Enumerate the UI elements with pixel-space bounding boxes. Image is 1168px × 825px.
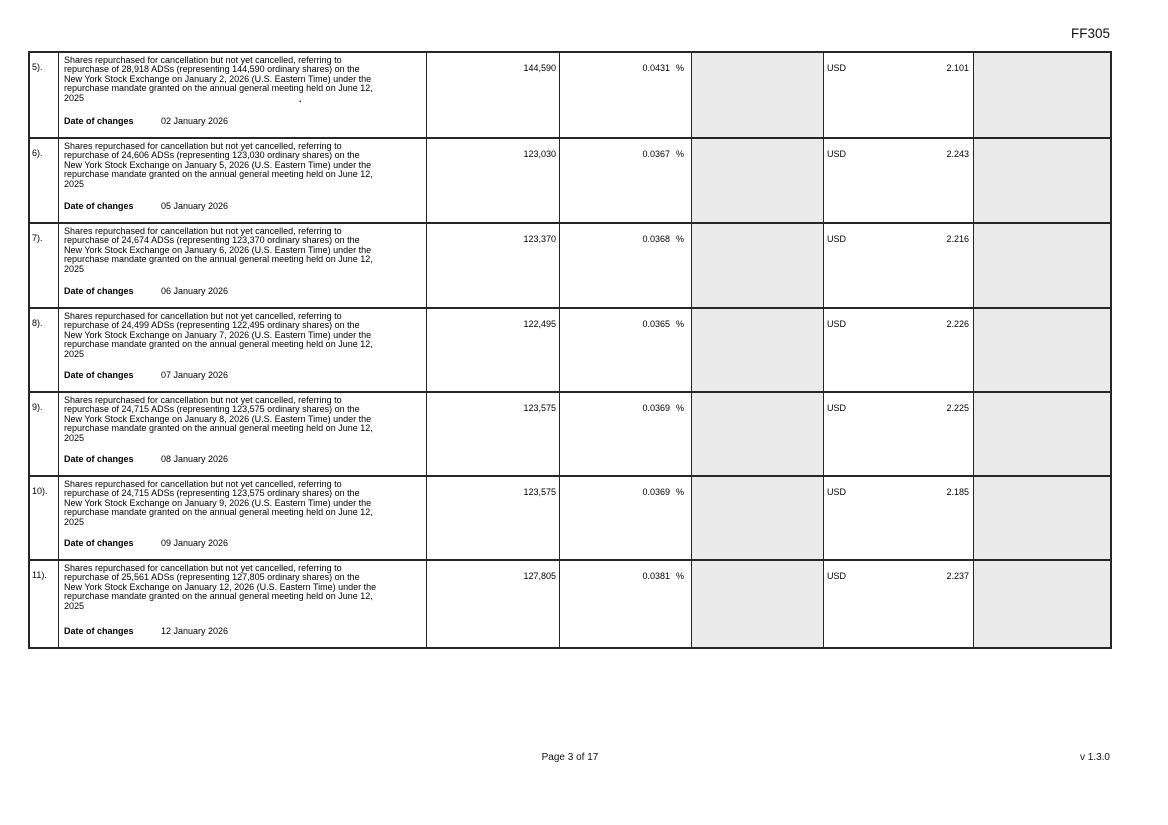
percentage-value: 0.0431 [642,63,670,73]
description-line: repurchase of 28,918 ADSs (representing 144,590 ordinary shares) on the [64,64,360,75]
row-description-cell [59,53,427,137]
shaded-empty-cell [974,224,1110,307]
description-line: New York Stock Exchange on January 12, 2026 (U.S. Eastern Time) under the [64,581,377,592]
price-cell [824,139,974,222]
shaded-empty-cell [692,393,824,475]
row-description-cell [59,224,427,307]
percent-sign: % [675,234,684,244]
row-number: 11). [30,561,59,647]
shaded-empty-cell [974,309,1110,391]
description-line: Shares repurchased for cancellation but not yet cancelled, referring to [64,395,342,405]
description-line: Shares repurchased for cancellation but not yet cancelled, referring to [64,311,342,321]
ordinary-shares-cell: 127,805 [427,561,560,647]
row-number: 7). [30,224,59,307]
shaded-empty-cell [692,224,824,307]
currency-label: USD [827,403,847,413]
description-line: 2025 [64,516,85,527]
row-number: 9). [30,393,59,475]
price-value: 2.185 [946,487,969,497]
description-line: repurchase mandate granted on the annual general meeting held on June 12, [64,339,373,350]
ordinary-shares-cell: 122,495 [427,309,560,391]
table-row [30,393,1110,477]
description-line: 2025 [64,600,85,611]
percent-sign: % [675,571,684,581]
row-description-cell [59,139,427,222]
ordinary-shares-cell: 144,590 [427,53,560,137]
description-line: 2025 [64,348,85,359]
date-of-changes-value: 05 January 2026 [161,200,229,211]
row-description-cell [59,477,427,559]
table-row [30,53,1110,139]
date-of-changes-value: 08 January 2026 [161,453,229,464]
percentage-cell [560,477,692,559]
row-description-cell [59,561,427,647]
percent-sign: % [675,403,684,413]
percentage-value: 0.0368 [642,234,670,244]
ordinary-shares-cell: 123,575 [427,477,560,559]
stray-mark: . [299,94,302,104]
row-number: 8). [30,309,59,391]
description-line: repurchase of 24,715 ADSs (representing 123,575 ordinary shares) on the [64,404,360,415]
description-line: Shares repurchased for cancellation but not yet cancelled, referring to [64,141,342,151]
date-of-changes-label: Date of changes [64,625,134,636]
date-of-changes-value: 12 January 2026 [161,625,229,636]
table-row [30,477,1110,561]
percentage-value: 0.0381 [642,571,670,581]
description-line: 2025 [64,178,85,189]
date-of-changes-value: 06 January 2026 [161,285,229,296]
percentage-cell [560,224,692,307]
price-value: 2.101 [946,63,969,73]
description-line: New York Stock Exchange on January 2, 2026 (U.S. Eastern Time) under the [64,73,372,84]
page-number: Page 3 of 17 [541,752,599,763]
percentage-cell [560,561,692,647]
currency-label: USD [827,63,847,73]
date-of-changes-label: Date of changes [64,200,134,211]
table-row [30,224,1110,309]
date-of-changes-label: Date of changes [64,369,134,380]
percent-sign: % [675,149,684,159]
currency-label: USD [827,319,847,329]
description-line: repurchase of 24,606 ADSs (representing 123,030 ordinary shares) on the [64,150,360,161]
percent-sign: % [675,319,684,329]
repurchase-table [28,51,1112,649]
description-line: repurchase mandate granted on the annual general meeting held on June 12, [64,591,373,602]
description-line: New York Stock Exchange on January 8, 2026 (U.S. Eastern Time) under the [64,413,372,424]
percentage-cell [560,393,692,475]
percentage-value: 0.0367 [642,149,670,159]
description-line: 2025 [64,432,85,443]
description-line: 2025 [64,92,85,103]
price-value: 2.243 [946,149,969,159]
description-line: New York Stock Exchange on January 5, 2026 (U.S. Eastern Time) under the [64,159,372,170]
shaded-empty-cell [692,561,824,647]
percentage-cell [560,53,692,137]
description-line: repurchase mandate granted on the annual general meeting held on June 12, [64,423,373,434]
price-cell [824,53,974,137]
description-line: repurchase of 24,674 ADSs (representing 123,370 ordinary shares) on the [64,235,360,246]
description-line: New York Stock Exchange on January 9, 2026 (U.S. Eastern Time) under the [64,497,372,508]
description-line: Shares repurchased for cancellation but not yet cancelled, referring to [64,226,342,236]
price-cell [824,477,974,559]
version-label: v 1.3.0 [1079,752,1110,763]
shaded-empty-cell [974,53,1110,137]
table-row [30,561,1110,647]
price-value: 2.216 [946,234,969,244]
date-of-changes-value: 02 January 2026 [161,115,229,126]
description-line: repurchase mandate granted on the annual general meeting held on June 12, [64,507,373,518]
description-line: repurchase mandate granted on the annual general meeting held on June 12, [64,83,373,94]
description-line: New York Stock Exchange on January 7, 2026 (U.S. Eastern Time) under the [64,329,372,340]
date-of-changes-label: Date of changes [64,537,134,548]
price-value: 2.226 [946,319,969,329]
table-row [30,139,1110,224]
ordinary-shares-cell: 123,030 [427,139,560,222]
price-cell [824,224,974,307]
shaded-empty-cell [974,139,1110,222]
date-of-changes-label: Date of changes [64,285,134,296]
shaded-empty-cell [974,561,1110,647]
row-description-cell [59,393,427,475]
shaded-empty-cell [692,53,824,137]
description-line: repurchase of 25,561 ADSs (representing 127,805 ordinary shares) on the [64,572,360,583]
price-value: 2.225 [946,403,969,413]
description-line: 2025 [64,263,85,274]
price-value: 2.237 [946,571,969,581]
date-of-changes-label: Date of changes [64,115,134,126]
percent-sign: % [675,487,684,497]
form-code-label: FF305 [1070,26,1110,41]
shaded-empty-cell [974,477,1110,559]
description-line: repurchase mandate granted on the annual general meeting held on June 12, [64,254,373,265]
date-of-changes-value: 07 January 2026 [161,369,229,380]
description-line: repurchase of 24,715 ADSs (representing 123,575 ordinary shares) on the [64,488,360,499]
percentage-value: 0.0365 [642,319,670,329]
row-number: 10). [30,477,59,559]
description-line: Shares repurchased for cancellation but not yet cancelled, referring to [64,479,342,489]
shaded-empty-cell [692,477,824,559]
price-cell [824,393,974,475]
description-line: Shares repurchased for cancellation but not yet cancelled, referring to [64,563,342,573]
description-line: New York Stock Exchange on January 6, 2026 (U.S. Eastern Time) under the [64,244,372,255]
description-line: repurchase of 24,499 ADSs (representing 122,495 ordinary shares) on the [64,320,360,331]
currency-label: USD [827,234,847,244]
currency-label: USD [827,149,847,159]
date-of-changes-value: 09 January 2026 [161,537,229,548]
row-number: 6). [30,139,59,222]
description-line: Shares repurchased for cancellation but not yet cancelled, referring to [64,55,342,65]
currency-label: USD [827,571,847,581]
percentage-value: 0.0369 [642,403,670,413]
percent-sign: % [675,63,684,73]
price-cell [824,561,974,647]
row-number: 5). [30,53,59,137]
percentage-value: 0.0369 [642,487,670,497]
description-line: repurchase mandate granted on the annual general meeting held on June 12, [64,169,373,180]
ordinary-shares-cell: 123,575 [427,393,560,475]
table-row [30,309,1110,393]
shaded-empty-cell [692,309,824,391]
ordinary-shares-cell: 123,370 [427,224,560,307]
percentage-cell [560,309,692,391]
shaded-empty-cell [974,393,1110,475]
shaded-empty-cell [692,139,824,222]
currency-label: USD [827,487,847,497]
row-description-cell [59,309,427,391]
price-cell [824,309,974,391]
percentage-cell [560,139,692,222]
date-of-changes-label: Date of changes [64,453,134,464]
